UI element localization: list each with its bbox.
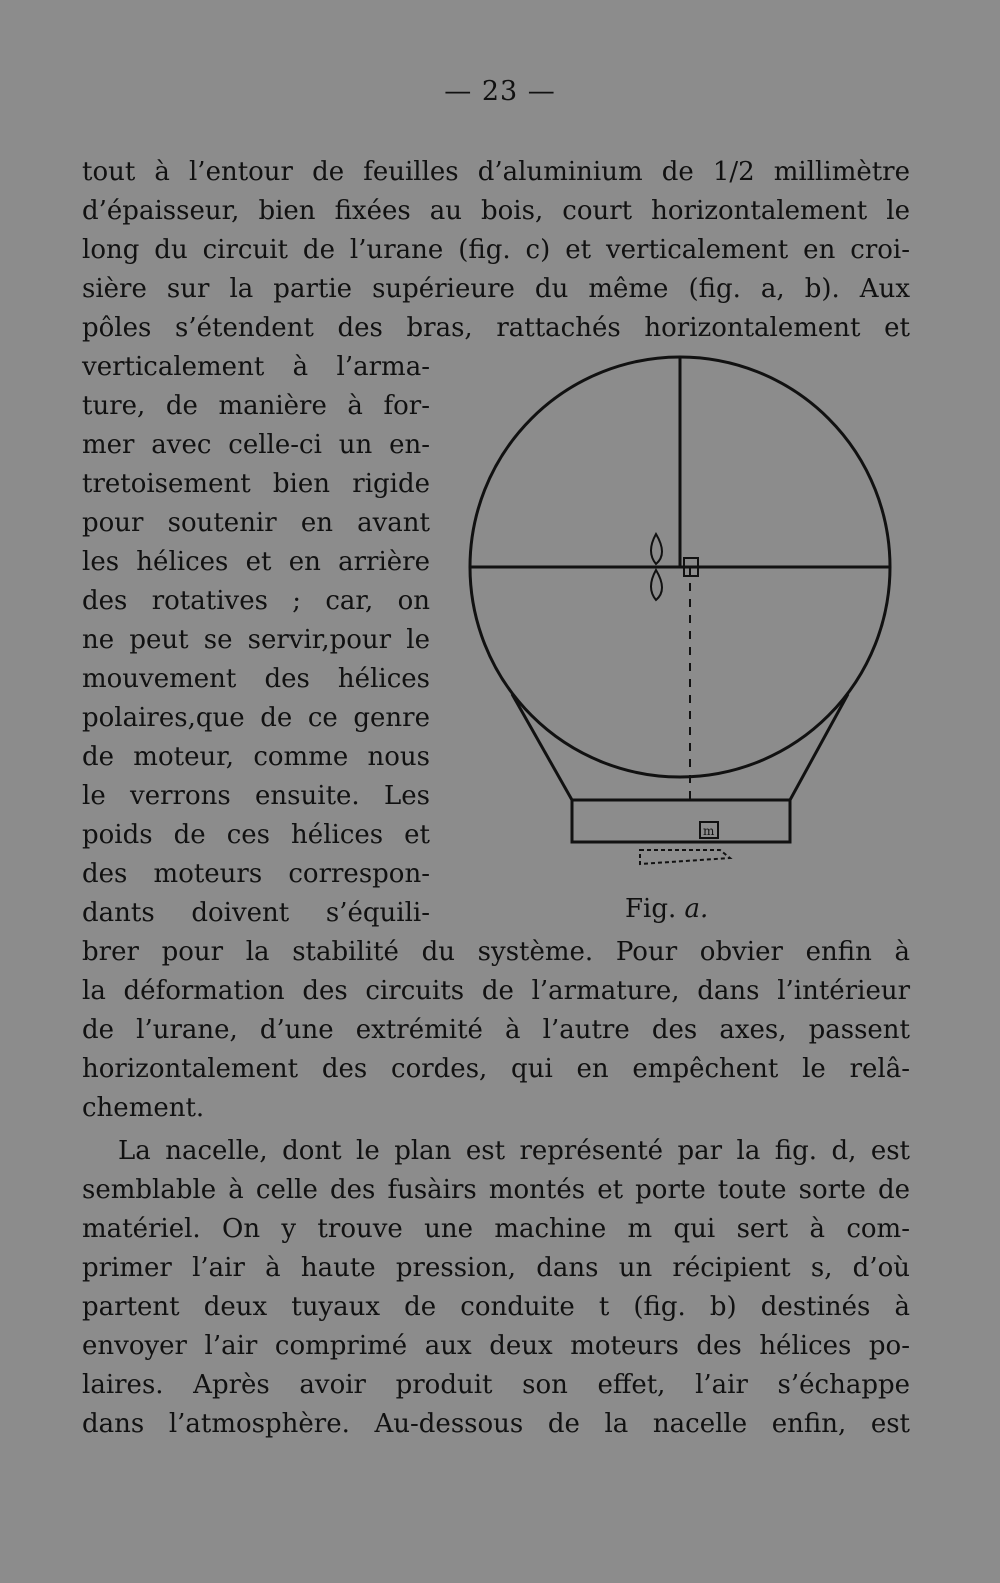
pipe-dashed — [640, 850, 730, 864]
text-line: le verrons ensuite. Les — [82, 781, 430, 811]
text-line: sière sur la partie supérieure du même (fig. a, b). Aux — [82, 274, 910, 304]
text-line: des moteurs correspon- — [82, 859, 430, 889]
text-line: d’épaisseur, bien fixées au bois, court horizontalement le — [82, 196, 910, 226]
text-line: polaires,que de ce genre — [82, 703, 430, 733]
text-line: matériel. On y trouve une machine m qui sert à com- — [82, 1214, 910, 1244]
text-line: de l’urane, d’une extrémité à l’autre des axes, passent — [82, 1015, 910, 1045]
text-line: semblable à celle des fusàirs montés et porte toute sorte de — [82, 1175, 910, 1205]
text-line: verticalement à l’arma- — [82, 352, 430, 382]
text-line: long du circuit de l’urane (fig. c) et verticalement en croi- — [82, 235, 910, 265]
text-line: chement. — [82, 1093, 205, 1123]
text-line: horizontalement des cordes, qui en empêchent le relâ- — [82, 1054, 910, 1084]
text-line: mer avec celle-ci un en- — [82, 430, 430, 460]
propeller-blade-bottom — [651, 570, 662, 600]
text-line: brer pour la stabilité du système. Pour obvier enfin à — [82, 937, 910, 967]
suspension-line-left — [512, 694, 572, 800]
figure-caption — [625, 892, 708, 926]
page-number: — 23 — — [444, 76, 556, 107]
figure-caption-prefix: Fig. — [625, 894, 677, 924]
motor-label: m — [703, 824, 715, 838]
text-line: les hélices et en arrière — [82, 547, 430, 577]
text-line: laires. Après avoir produit son effet, l’air s’échappe — [82, 1370, 910, 1400]
balloon-figure — [460, 352, 910, 892]
text-line: ture, de manière à for- — [82, 391, 430, 421]
text-line: des rotatives ; car, on — [82, 586, 430, 616]
text-line: dans l’atmosphère. Au-dessous de la nacelle enfin, est — [82, 1409, 910, 1439]
text-line: la déformation des circuits de l’armature, dans l’intérieur — [82, 976, 910, 1006]
text-line: ne peut se servir,pour le — [82, 625, 430, 655]
text-line: primer l’air à haute pression, dans un récipient s, d’où — [82, 1253, 910, 1283]
text-line: envoyer l’air comprimé aux deux moteurs des hélices po- — [82, 1331, 910, 1361]
text-line: partent deux tuyaux de conduite t (fig. b) destinés à — [82, 1292, 910, 1322]
text-line: poids de ces hélices et — [82, 820, 430, 850]
text-line: pour soutenir en avant — [82, 508, 430, 538]
text-line: pôles s’étendent des bras, rattachés horizontalement et — [82, 313, 910, 343]
text-line: tout à l’entour de feuilles d’aluminium de 1/2 millimètre — [82, 157, 910, 187]
text-line: mouvement des hélices — [82, 664, 430, 694]
text-line: La nacelle, dont le plan est représenté par la fig. d, est — [118, 1136, 910, 1166]
gondola — [572, 800, 790, 842]
text-line: tretoisement bien rigide — [82, 469, 430, 499]
text-line: dants doivent s’équili- — [82, 898, 430, 928]
propeller-blade-top — [651, 534, 662, 564]
suspension-line-right — [790, 694, 848, 800]
figure-caption-letter: a. — [684, 894, 709, 924]
text-line: de moteur, comme nous — [82, 742, 430, 772]
